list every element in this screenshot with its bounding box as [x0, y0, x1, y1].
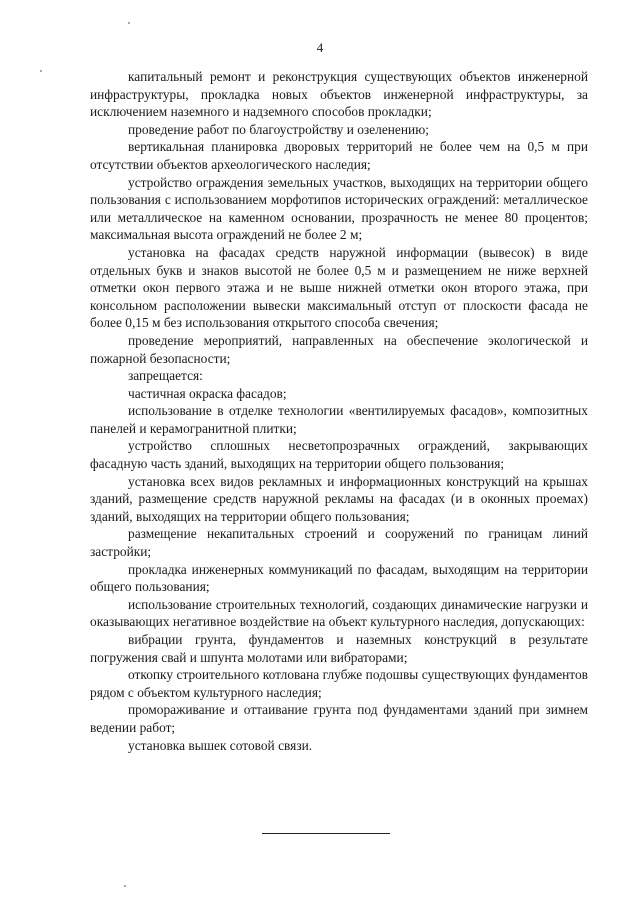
paragraph: прокладка инженерных коммуникаций по фасадам, выходящим на территории общего пользования;: [90, 561, 588, 595]
paragraph: проведение мероприятий, направленных на обеспечение экологической и пожарной безопасности;: [90, 332, 588, 366]
paragraph: промораживание и оттаивание грунта под фундаментами зданий при зимнем ведении работ;: [90, 702, 588, 735]
scan-speck: [124, 885, 126, 887]
paragraph: вертикальная планировка дворовых территорий не более чем на 0,5 м при отсутствии объектов археологического наследия;: [90, 139, 588, 172]
paragraph: устройство ограждения земельных участков, выходящих на территории общего пользования с использованием морфотипов исторических ограждений: металлическое или металлическое на каменном основании, прозрачность не менее 80 процентов; максимальная высота ограждений не более 2 м;: [90, 174, 588, 243]
paragraph: устройство сплошных несветопрозрачных ограждений, закрывающих фасадную часть зданий, выходящих на территории общего пользования;: [90, 438, 588, 472]
document-body: [90, 68, 588, 754]
paragraph: откопку строительного котлована глубже подошвы существующих фундаментов рядом с объектом культурного наследия;: [90, 667, 588, 700]
paragraph: установка вышек сотовой связи.: [128, 737, 313, 753]
paragraph: размещение некапитальных строений и сооружений по границам линий застройки;: [90, 526, 588, 560]
paragraph: вибрации грунта, фундаментов и наземных конструкций в результате погружения свай и шпунта молотами или вибраторами;: [90, 632, 588, 665]
paragraph: капитальный ремонт и реконструкция существующих объектов инженерной инфраструктуры, прокладка новых объектов инженерной инфраструктуры, за исключением наземного и надземного способов прокладки;: [90, 69, 588, 120]
paragraph: установка всех видов рекламных и информационных конструкций на крышах зданий, размещение средств наружной рекламы на фасадах (и в оконных проемах) зданий, выходящих на территории общего пользования;: [90, 473, 588, 524]
paragraph: проведение работ по благоустройству и озеленению;: [128, 121, 429, 137]
scan-speck: [40, 70, 42, 72]
paragraph: использование строительных технологий, создающих динамические нагрузки и оказывающих негативное воздействие на объект культурного наследия, допускающих:: [90, 596, 588, 630]
scan-speck: [128, 22, 130, 24]
paragraph: установка на фасадах средств наружной информации (вывесок) в виде отдельных букв и знаков высотой не более 0,5 м и размещением не ниже верхней отметки окон первого этажа и не выше нижней отметки окон второго этажа, при консольном расположении вывески максимальный отступ от плоскости фасада не более 0,15 м без использования открытого способа свечения;: [90, 244, 588, 331]
paragraph: частичная окраска фасадов;: [128, 385, 287, 401]
paragraph: использование в отделке технологии «вентилируемых фасадов», композитных панелей и керамогранитной плитки;: [90, 403, 588, 436]
paragraph: запрещается:: [128, 368, 203, 384]
end-separator-line: [262, 833, 390, 834]
page-number: 4: [316, 40, 324, 55]
